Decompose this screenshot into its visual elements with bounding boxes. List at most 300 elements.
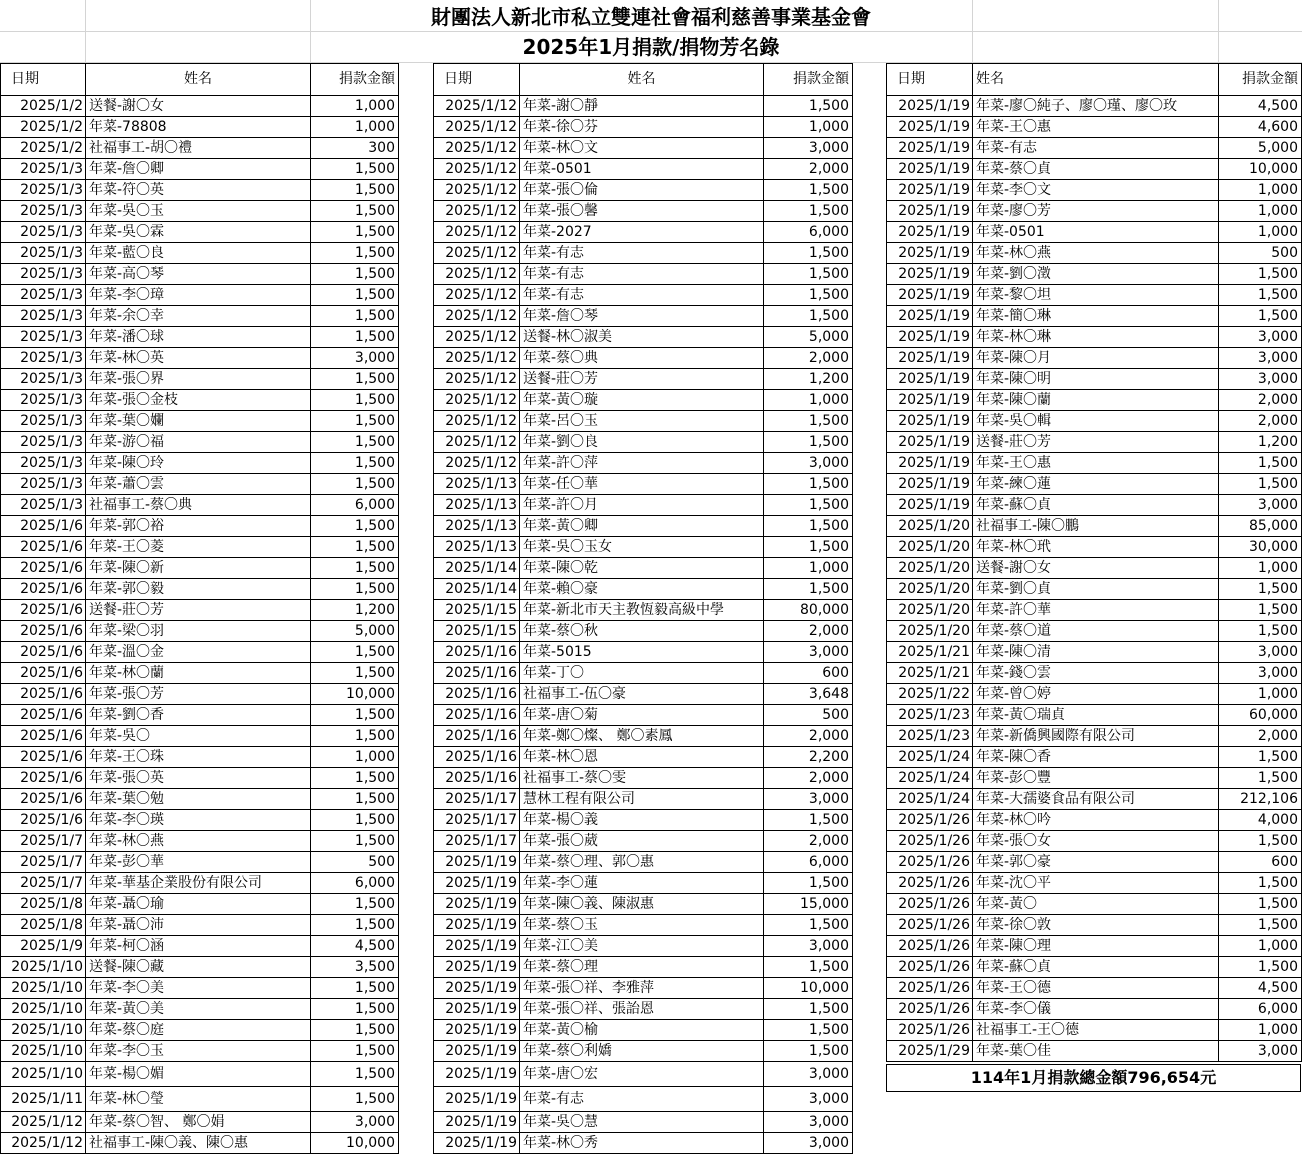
header-amount: 捐款金額 bbox=[764, 64, 853, 96]
table-row bbox=[887, 306, 1302, 327]
cell-name: 年菜-陳〇香 bbox=[973, 747, 1219, 768]
cell-date: 2025/1/2 bbox=[1, 138, 86, 159]
cell-name: 年菜-許〇月 bbox=[520, 495, 764, 516]
table-row bbox=[887, 789, 1302, 810]
table-row bbox=[887, 1041, 1302, 1062]
cell-amount: 1,000 bbox=[1219, 201, 1302, 222]
cell-amount: 5,000 bbox=[1219, 138, 1302, 159]
cell-date: 2025/1/24 bbox=[887, 747, 973, 768]
cell-name: 年菜-張〇葳 bbox=[520, 831, 764, 852]
cell-amount: 2,000 bbox=[764, 621, 853, 642]
cell-name: 年菜-陳〇月 bbox=[973, 348, 1219, 369]
cell-date: 2025/1/6 bbox=[1, 789, 86, 810]
table-row bbox=[1, 369, 399, 390]
cell-amount: 1,500 bbox=[311, 243, 399, 264]
cell-amount: 1,000 bbox=[764, 117, 853, 138]
cell-date: 2025/1/19 bbox=[434, 852, 520, 873]
cell-date: 2025/1/3 bbox=[1, 474, 86, 495]
table-row bbox=[434, 432, 853, 453]
cell-name: 年菜-張〇女 bbox=[973, 831, 1219, 852]
cell-date: 2025/1/3 bbox=[1, 348, 86, 369]
cell-name: 年菜-吳〇慧 bbox=[520, 1112, 764, 1133]
cell-date: 2025/1/26 bbox=[887, 978, 973, 999]
cell-name: 年菜-郭〇豪 bbox=[973, 852, 1219, 873]
cell-name: 送餐-林〇淑美 bbox=[520, 327, 764, 348]
cell-name: 年菜-陳〇明 bbox=[973, 369, 1219, 390]
header-amount: 捐款金額 bbox=[1219, 64, 1302, 96]
cell-date: 2025/1/19 bbox=[887, 138, 973, 159]
cell-date: 2025/1/16 bbox=[434, 705, 520, 726]
cell-date: 2025/1/3 bbox=[1, 495, 86, 516]
cell-date: 2025/1/19 bbox=[434, 957, 520, 978]
cell-date: 2025/1/19 bbox=[887, 285, 973, 306]
total-amount: 114年1月捐款總金額796,654元 bbox=[886, 1064, 1301, 1092]
cell-amount: 1,500 bbox=[311, 369, 399, 390]
cell-name: 年菜-李〇璋 bbox=[86, 285, 311, 306]
cell-amount: 1,500 bbox=[311, 642, 399, 663]
cell-amount: 1,500 bbox=[311, 306, 399, 327]
cell-name: 年菜-林〇琳 bbox=[973, 327, 1219, 348]
cell-amount: 1,500 bbox=[311, 768, 399, 789]
cell-amount: 30,000 bbox=[1219, 537, 1302, 558]
table-row bbox=[887, 243, 1302, 264]
table-row bbox=[887, 621, 1302, 642]
table-row bbox=[434, 180, 853, 201]
cell-amount: 1,500 bbox=[311, 789, 399, 810]
cell-amount: 3,000 bbox=[1219, 1041, 1302, 1062]
table-row bbox=[434, 1087, 853, 1112]
cell-name: 年菜-有志 bbox=[520, 285, 764, 306]
cell-date: 2025/1/19 bbox=[887, 390, 973, 411]
cell-date: 2025/1/19 bbox=[887, 327, 973, 348]
cell-name: 年菜-陳〇玲 bbox=[86, 453, 311, 474]
cell-name: 年菜-張〇界 bbox=[86, 369, 311, 390]
cell-amount: 3,000 bbox=[764, 642, 853, 663]
cell-amount: 2,200 bbox=[764, 747, 853, 768]
cell-amount: 1,500 bbox=[764, 999, 853, 1020]
cell-name: 年菜-江〇美 bbox=[520, 936, 764, 957]
cell-date: 2025/1/6 bbox=[1, 600, 86, 621]
cell-date: 2025/1/23 bbox=[887, 705, 973, 726]
cell-amount: 1,500 bbox=[1219, 873, 1302, 894]
cell-amount: 600 bbox=[1219, 852, 1302, 873]
cell-amount: 4,600 bbox=[1219, 117, 1302, 138]
cell-date: 2025/1/3 bbox=[1, 390, 86, 411]
table-row bbox=[1, 579, 399, 600]
cell-name: 年菜-符〇英 bbox=[86, 180, 311, 201]
cell-name: 年菜-張〇英 bbox=[86, 768, 311, 789]
cell-date: 2025/1/3 bbox=[1, 285, 86, 306]
cell-name: 年菜-林〇文 bbox=[520, 138, 764, 159]
cell-amount: 1,500 bbox=[311, 411, 399, 432]
cell-name: 年菜-彭〇豐 bbox=[973, 768, 1219, 789]
cell-date: 2025/1/19 bbox=[434, 915, 520, 936]
cell-name: 年菜-張〇倫 bbox=[520, 180, 764, 201]
cell-date: 2025/1/6 bbox=[1, 516, 86, 537]
cell-amount: 1,500 bbox=[1219, 453, 1302, 474]
cell-amount: 1,200 bbox=[1219, 432, 1302, 453]
cell-name: 年菜-錢〇雲 bbox=[973, 663, 1219, 684]
cell-name: 年菜-黃〇卿 bbox=[520, 516, 764, 537]
table-row bbox=[887, 453, 1302, 474]
cell-amount: 6,000 bbox=[311, 495, 399, 516]
cell-name: 年菜-蔡〇智、 鄭〇娟 bbox=[86, 1112, 311, 1133]
table-row bbox=[1, 180, 399, 201]
cell-name: 年菜-78808 bbox=[86, 117, 311, 138]
table-row bbox=[1, 936, 399, 957]
cell-date: 2025/1/3 bbox=[1, 201, 86, 222]
cell-amount: 3,000 bbox=[311, 348, 399, 369]
cell-date: 2025/1/21 bbox=[887, 663, 973, 684]
table-row bbox=[887, 96, 1302, 117]
cell-name: 年菜-李〇美 bbox=[86, 978, 311, 999]
cell-amount: 6,000 bbox=[1219, 999, 1302, 1020]
cell-amount: 6,000 bbox=[764, 222, 853, 243]
cell-name: 送餐-陳〇藏 bbox=[86, 957, 311, 978]
cell-date: 2025/1/26 bbox=[887, 915, 973, 936]
cell-amount: 1,500 bbox=[311, 201, 399, 222]
cell-name: 社福事工-伍〇豪 bbox=[520, 684, 764, 705]
cell-amount: 1,500 bbox=[1219, 579, 1302, 600]
cell-name: 年菜-林〇燕 bbox=[86, 831, 311, 852]
cell-name: 年菜-張〇金枝 bbox=[86, 390, 311, 411]
cell-name: 送餐-謝〇女 bbox=[973, 558, 1219, 579]
table-row bbox=[887, 474, 1302, 495]
cell-amount: 1,500 bbox=[311, 159, 399, 180]
cell-amount: 5,000 bbox=[311, 621, 399, 642]
cell-date: 2025/1/12 bbox=[434, 285, 520, 306]
table-row bbox=[887, 117, 1302, 138]
cell-name: 年菜-葉〇孄 bbox=[86, 411, 311, 432]
cell-name: 年菜-彭〇華 bbox=[86, 852, 311, 873]
table-row bbox=[887, 705, 1302, 726]
table-row bbox=[434, 579, 853, 600]
cell-name: 年菜-張〇祥、李雅萍 bbox=[520, 978, 764, 999]
table-row bbox=[434, 327, 853, 348]
cell-date: 2025/1/10 bbox=[1, 1041, 86, 1062]
table-row bbox=[887, 537, 1302, 558]
cell-date: 2025/1/14 bbox=[434, 579, 520, 600]
cell-date: 2025/1/26 bbox=[887, 999, 973, 1020]
cell-date: 2025/1/11 bbox=[1, 1087, 86, 1112]
cell-amount: 1,500 bbox=[311, 1087, 399, 1112]
cell-amount: 1,000 bbox=[764, 390, 853, 411]
cell-amount: 6,000 bbox=[311, 873, 399, 894]
cell-amount: 1,500 bbox=[311, 1041, 399, 1062]
table-row bbox=[1, 957, 399, 978]
table-row bbox=[434, 390, 853, 411]
cell-name: 年菜-廖〇芳 bbox=[973, 201, 1219, 222]
cell-date: 2025/1/10 bbox=[1, 999, 86, 1020]
cell-amount: 1,500 bbox=[764, 285, 853, 306]
cell-date: 2025/1/19 bbox=[434, 1020, 520, 1041]
cell-name: 年菜-許〇萍 bbox=[520, 453, 764, 474]
cell-name: 年菜-有志 bbox=[520, 1087, 764, 1112]
table-row bbox=[1, 495, 399, 516]
cell-date: 2025/1/26 bbox=[887, 810, 973, 831]
table-row bbox=[887, 684, 1302, 705]
table-row bbox=[1, 96, 399, 117]
cell-date: 2025/1/10 bbox=[1, 978, 86, 999]
cell-name: 年菜-簡〇琳 bbox=[973, 306, 1219, 327]
table-row bbox=[1, 600, 399, 621]
cell-amount: 2,000 bbox=[764, 768, 853, 789]
cell-amount: 500 bbox=[764, 705, 853, 726]
cell-amount: 1,500 bbox=[311, 327, 399, 348]
cell-date: 2025/1/20 bbox=[887, 558, 973, 579]
cell-date: 2025/1/19 bbox=[887, 348, 973, 369]
cell-name: 年菜-徐〇敦 bbox=[973, 915, 1219, 936]
cell-date: 2025/1/6 bbox=[1, 768, 86, 789]
cell-date: 2025/1/17 bbox=[434, 831, 520, 852]
cell-name: 年菜-謝〇靜 bbox=[520, 96, 764, 117]
table-row bbox=[434, 1020, 853, 1041]
cell-name: 年菜-郭〇毅 bbox=[86, 579, 311, 600]
cell-date: 2025/1/12 bbox=[434, 138, 520, 159]
cell-date: 2025/1/6 bbox=[1, 810, 86, 831]
table-row bbox=[1, 873, 399, 894]
cell-amount: 1,500 bbox=[311, 516, 399, 537]
cell-amount: 300 bbox=[311, 138, 399, 159]
cell-name: 年菜-黃〇 bbox=[973, 894, 1219, 915]
table-row bbox=[1, 285, 399, 306]
table-row bbox=[887, 1020, 1302, 1041]
table-row bbox=[887, 999, 1302, 1020]
cell-date: 2025/1/2 bbox=[1, 117, 86, 138]
cell-date: 2025/1/19 bbox=[887, 222, 973, 243]
cell-name: 年菜-楊〇媚 bbox=[86, 1062, 311, 1087]
cell-amount: 1,500 bbox=[311, 390, 399, 411]
cell-amount: 1,000 bbox=[1219, 558, 1302, 579]
cell-name: 年菜-任〇華 bbox=[520, 474, 764, 495]
table-row bbox=[887, 915, 1302, 936]
table-row bbox=[1, 1041, 399, 1062]
cell-amount: 1,500 bbox=[311, 810, 399, 831]
cell-amount: 1,500 bbox=[1219, 747, 1302, 768]
cell-date: 2025/1/3 bbox=[1, 453, 86, 474]
cell-date: 2025/1/15 bbox=[434, 621, 520, 642]
table-row bbox=[1, 1133, 399, 1154]
cell-date: 2025/1/19 bbox=[434, 1062, 520, 1087]
cell-name: 年菜-劉〇澂 bbox=[973, 264, 1219, 285]
cell-name: 年菜-王〇惠 bbox=[973, 117, 1219, 138]
cell-amount: 600 bbox=[764, 663, 853, 684]
cell-date: 2025/1/24 bbox=[887, 768, 973, 789]
cell-name: 年菜-鄭〇燦、 鄭〇素鳳 bbox=[520, 726, 764, 747]
cell-name: 送餐-謝〇女 bbox=[86, 96, 311, 117]
cell-amount: 3,000 bbox=[311, 1112, 399, 1133]
table-row bbox=[434, 537, 853, 558]
cell-date: 2025/1/12 bbox=[434, 306, 520, 327]
cell-date: 2025/1/16 bbox=[434, 726, 520, 747]
cell-date: 2025/1/15 bbox=[434, 600, 520, 621]
cell-amount: 1,500 bbox=[311, 432, 399, 453]
cell-amount: 10,000 bbox=[764, 978, 853, 999]
table-row bbox=[434, 810, 853, 831]
cell-amount: 1,500 bbox=[1219, 894, 1302, 915]
cell-date: 2025/1/6 bbox=[1, 726, 86, 747]
table-row bbox=[887, 390, 1302, 411]
cell-name: 年菜-陳〇清 bbox=[973, 642, 1219, 663]
cell-name: 年菜-陳〇理 bbox=[973, 936, 1219, 957]
cell-name: 年菜-陳〇新 bbox=[86, 558, 311, 579]
table-row bbox=[1, 516, 399, 537]
cell-amount: 3,648 bbox=[764, 684, 853, 705]
cell-date: 2025/1/17 bbox=[434, 810, 520, 831]
table-row bbox=[1, 306, 399, 327]
cell-date: 2025/1/21 bbox=[887, 642, 973, 663]
cell-name: 年菜-楊〇義 bbox=[520, 810, 764, 831]
cell-name: 年菜-詹〇卿 bbox=[86, 159, 311, 180]
table-row bbox=[434, 222, 853, 243]
cell-amount: 500 bbox=[1219, 243, 1302, 264]
cell-amount: 1,500 bbox=[311, 1062, 399, 1087]
cell-name: 送餐-莊〇芳 bbox=[973, 432, 1219, 453]
cell-date: 2025/1/20 bbox=[887, 579, 973, 600]
cell-name: 年菜-李〇玉 bbox=[86, 1041, 311, 1062]
cell-amount: 1,500 bbox=[311, 264, 399, 285]
cell-name: 年菜-華基企業股份有限公司 bbox=[86, 873, 311, 894]
table-row bbox=[434, 684, 853, 705]
table-row bbox=[434, 411, 853, 432]
cell-name: 社福事工-蔡〇典 bbox=[86, 495, 311, 516]
table-row bbox=[887, 327, 1302, 348]
cell-date: 2025/1/19 bbox=[887, 117, 973, 138]
table-row bbox=[1, 537, 399, 558]
table-row bbox=[1, 915, 399, 936]
header-date: 日期 bbox=[1, 64, 86, 96]
cell-name: 送餐-莊〇芳 bbox=[520, 369, 764, 390]
cell-name: 社福事工-陳〇鵬 bbox=[973, 516, 1219, 537]
cell-name: 年菜-吳〇霖 bbox=[86, 222, 311, 243]
table-row bbox=[434, 516, 853, 537]
cell-date: 2025/1/19 bbox=[887, 411, 973, 432]
table-row bbox=[887, 852, 1302, 873]
table-row bbox=[887, 957, 1302, 978]
cell-date: 2025/1/16 bbox=[434, 747, 520, 768]
cell-name: 年菜-0501 bbox=[520, 159, 764, 180]
cell-name: 年菜-梁〇羽 bbox=[86, 621, 311, 642]
cell-date: 2025/1/19 bbox=[887, 474, 973, 495]
cell-amount: 1,000 bbox=[311, 747, 399, 768]
cell-name: 年菜-廖〇純子、廖〇瑾、廖〇玫 bbox=[973, 96, 1219, 117]
table-row bbox=[887, 411, 1302, 432]
cell-date: 2025/1/19 bbox=[887, 264, 973, 285]
table-row bbox=[1, 642, 399, 663]
cell-date: 2025/1/19 bbox=[887, 453, 973, 474]
cell-name: 年菜-蔡〇典 bbox=[520, 348, 764, 369]
cell-amount: 1,000 bbox=[1219, 684, 1302, 705]
cell-name: 年菜-唐〇菊 bbox=[520, 705, 764, 726]
cell-amount: 1,500 bbox=[764, 201, 853, 222]
cell-date: 2025/1/7 bbox=[1, 873, 86, 894]
table-row bbox=[887, 600, 1302, 621]
cell-amount: 1,500 bbox=[764, 957, 853, 978]
table-row bbox=[434, 243, 853, 264]
cell-amount: 10,000 bbox=[1219, 159, 1302, 180]
cell-name: 年菜-呂〇玉 bbox=[520, 411, 764, 432]
header-amount: 捐款金額 bbox=[311, 64, 399, 96]
cell-amount: 1,500 bbox=[764, 495, 853, 516]
cell-amount: 3,500 bbox=[311, 957, 399, 978]
cell-amount: 3,000 bbox=[1219, 495, 1302, 516]
page-title: 財團法人新北市私立雙連社會福利慈善事業基金會 bbox=[431, 5, 871, 29]
cell-amount: 2,000 bbox=[1219, 411, 1302, 432]
table-row bbox=[1, 117, 399, 138]
cell-date: 2025/1/20 bbox=[887, 537, 973, 558]
cell-name: 年菜-李〇蓮 bbox=[520, 873, 764, 894]
cell-amount: 1,500 bbox=[311, 705, 399, 726]
cell-name: 年菜-蔡〇秋 bbox=[520, 621, 764, 642]
cell-name: 年菜-葉〇佳 bbox=[973, 1041, 1219, 1062]
cell-name: 年菜-張〇祥、張詒恩 bbox=[520, 999, 764, 1020]
cell-name: 年菜-蘇〇貞 bbox=[973, 957, 1219, 978]
cell-date: 2025/1/12 bbox=[434, 348, 520, 369]
cell-date: 2025/1/26 bbox=[887, 852, 973, 873]
table-row bbox=[887, 432, 1302, 453]
table-row bbox=[1, 705, 399, 726]
table-row bbox=[1, 453, 399, 474]
cell-amount: 15,000 bbox=[764, 894, 853, 915]
cell-date: 2025/1/19 bbox=[887, 180, 973, 201]
cell-amount: 3,000 bbox=[1219, 348, 1302, 369]
table-row bbox=[434, 621, 853, 642]
cell-name: 年菜-詹〇琴 bbox=[520, 306, 764, 327]
cell-name: 年菜-新僑興國際有限公司 bbox=[973, 726, 1219, 747]
cell-date: 2025/1/12 bbox=[434, 180, 520, 201]
cell-date: 2025/1/19 bbox=[434, 873, 520, 894]
cell-name: 年菜-柯〇涵 bbox=[86, 936, 311, 957]
table-row bbox=[887, 348, 1302, 369]
cell-name: 年菜-潘〇球 bbox=[86, 327, 311, 348]
cell-name: 年菜-吳〇玉 bbox=[86, 201, 311, 222]
table-row bbox=[1, 159, 399, 180]
table-row bbox=[887, 936, 1302, 957]
cell-date: 2025/1/16 bbox=[434, 642, 520, 663]
table-row bbox=[434, 96, 853, 117]
table-row bbox=[434, 495, 853, 516]
table-row bbox=[434, 264, 853, 285]
cell-date: 2025/1/3 bbox=[1, 222, 86, 243]
cell-date: 2025/1/3 bbox=[1, 180, 86, 201]
cell-amount: 1,500 bbox=[311, 579, 399, 600]
cell-amount: 60,000 bbox=[1219, 705, 1302, 726]
cell-date: 2025/1/6 bbox=[1, 642, 86, 663]
cell-date: 2025/1/6 bbox=[1, 684, 86, 705]
cell-date: 2025/1/13 bbox=[434, 516, 520, 537]
table-row bbox=[434, 285, 853, 306]
cell-date: 2025/1/12 bbox=[434, 117, 520, 138]
cell-amount: 1,500 bbox=[764, 516, 853, 537]
cell-name: 年菜-0501 bbox=[973, 222, 1219, 243]
cell-amount: 1,500 bbox=[1219, 768, 1302, 789]
cell-amount: 1,500 bbox=[311, 474, 399, 495]
table-row bbox=[887, 810, 1302, 831]
cell-name: 年菜-劉〇良 bbox=[520, 432, 764, 453]
cell-amount: 3,000 bbox=[764, 1062, 853, 1087]
cell-date: 2025/1/6 bbox=[1, 663, 86, 684]
cell-name: 年菜-陳〇義、陳淑惠 bbox=[520, 894, 764, 915]
table-row bbox=[434, 306, 853, 327]
cell-amount: 1,500 bbox=[311, 999, 399, 1020]
table-row bbox=[887, 138, 1302, 159]
cell-amount: 6,000 bbox=[764, 852, 853, 873]
cell-amount: 1,500 bbox=[764, 1041, 853, 1062]
cell-date: 2025/1/14 bbox=[434, 558, 520, 579]
cell-name: 年菜-林〇蘭 bbox=[86, 663, 311, 684]
cell-amount: 1,500 bbox=[311, 453, 399, 474]
table-row bbox=[1, 201, 399, 222]
